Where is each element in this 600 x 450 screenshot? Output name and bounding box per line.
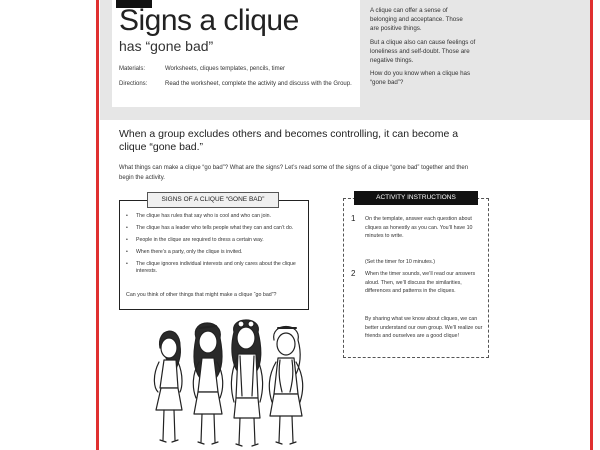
girl-figure xyxy=(269,327,302,445)
sidebar-paragraph-1: A clique can offer a sense of belonging and acceptance. Those are positive things. xyxy=(370,7,463,33)
girl-figure xyxy=(231,320,262,446)
materials-label: Materials: xyxy=(119,66,146,72)
activity-header: ACTIVITY INSTRUCTIONS xyxy=(354,191,478,205)
materials-value: Worksheets, cliques templates, pencils, timer xyxy=(165,66,285,72)
girl-figure xyxy=(154,331,182,442)
directions-label: Directions: xyxy=(119,81,148,87)
section-heading: When a group excludes others and becomes controlling, it can become a clique “gone bad.” xyxy=(119,128,459,153)
intro-text: What things can make a clique “go bad”? What are the signs? Let’s read some of the signs of a clique “gone bad” together and then begin the activity. xyxy=(119,165,469,181)
step-1-number: 1 xyxy=(351,214,356,223)
sidebar-paragraph-2: But a clique also can cause feelings of loneliness and self-doubt. Those are negative things. xyxy=(370,38,476,65)
step-1-text: On the template, answer each question about cliques as honestly as you can. You’ll have 10 minutes to write. xyxy=(365,216,473,240)
step-2-number: 2 xyxy=(351,269,356,278)
left-red-border xyxy=(96,0,99,450)
page-subtitle: has “gone bad” xyxy=(119,38,214,54)
sidebar-paragraph-3: How do you know when a clique has “gone bad”? xyxy=(370,70,471,87)
step-2-text: When the timer sounds, we’ll read our answers aloud. Then, we’ll discuss the similarities, differences and patterns in the cliques. xyxy=(365,271,476,295)
list-item: • People in the clique are required to dress a certain way. xyxy=(126,237,304,244)
signs-question: Can you think of other things that might make a clique “go bad”? xyxy=(126,292,277,298)
right-red-border xyxy=(590,0,593,450)
girls-illustration xyxy=(150,318,330,450)
list-item: • The clique has a leader who tells people what they can and can’t do. xyxy=(126,225,304,232)
list-item: • The clique has rules that say who is cool and who can join. xyxy=(126,213,304,220)
girl-figure xyxy=(193,323,222,444)
directions-value: Read the worksheet, complete the activity and discuss with the Group. xyxy=(165,81,352,87)
intro-sidebar xyxy=(370,6,580,92)
step-1-note: (Set the timer for 10 minutes.) xyxy=(365,259,436,265)
page-title: Signs a clique xyxy=(119,4,299,37)
signs-header: SIGNS OF A CLIQUE “GONE BAD” xyxy=(147,192,279,208)
closing-text: By sharing what we know about cliques, we can better understand our own group. We’ll realize our friends and ourselves are a good clique! xyxy=(365,316,483,340)
list-item: • When there’s a party, only the clique is invited. xyxy=(126,249,304,256)
signs-list xyxy=(126,213,304,280)
list-item: • The clique ignores individual interests and only cares about the clique interests. xyxy=(126,261,304,276)
